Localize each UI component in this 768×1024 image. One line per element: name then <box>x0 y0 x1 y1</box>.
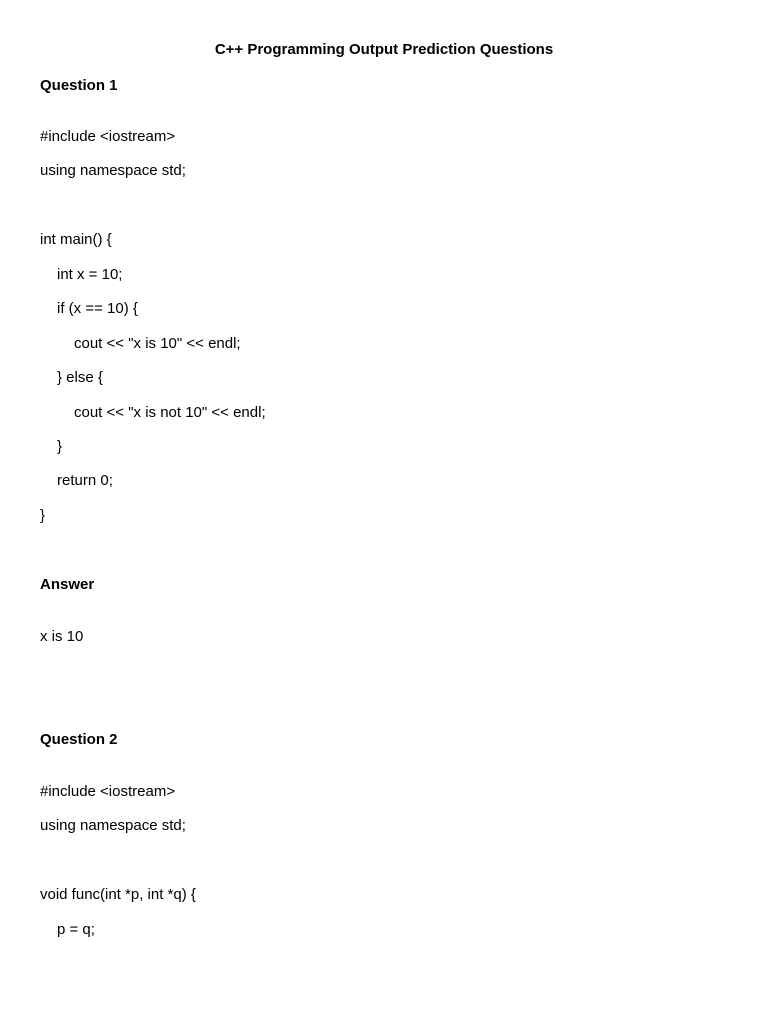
code-line: } <box>40 507 46 524</box>
code-line: return 0; <box>57 472 113 489</box>
code-line: if (x == 10) { <box>57 300 138 317</box>
code-line: int main() { <box>40 231 112 248</box>
code-line: cout << "x is 10" << endl; <box>74 335 241 352</box>
code-line: } <box>57 438 63 455</box>
code-line: using namespace std; <box>40 162 186 179</box>
answer-heading: Answer <box>40 576 95 593</box>
question-2-heading: Question 2 <box>40 731 118 748</box>
document-title: C++ Programming Output Prediction Questions <box>214 41 554 58</box>
code-line: #include <iostream> <box>40 128 176 145</box>
question-1-heading: Question 1 <box>40 77 118 94</box>
code-line: #include <iostream> <box>40 783 176 800</box>
answer-text: x is 10 <box>40 628 84 645</box>
code-line: cout << "x is not 10" << endl; <box>74 404 266 421</box>
code-line: p = q; <box>57 921 95 938</box>
code-line: int x = 10; <box>57 266 123 283</box>
code-line: } else { <box>57 369 103 386</box>
code-line: using namespace std; <box>40 817 186 834</box>
code-line: void func(int *p, int *q) { <box>40 886 196 903</box>
